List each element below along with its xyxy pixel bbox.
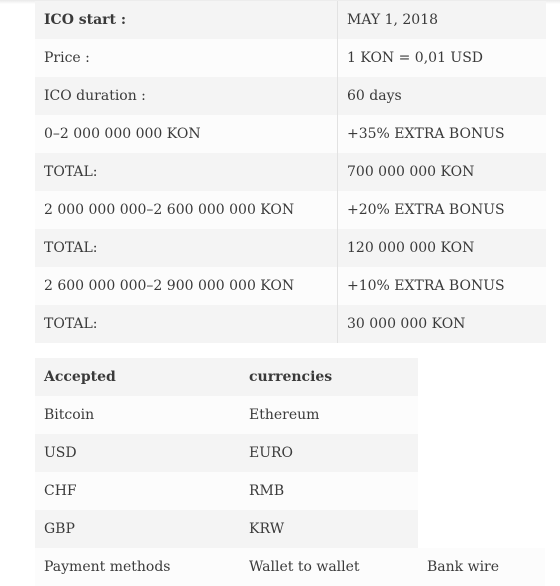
empty-cell [418, 472, 545, 510]
currencies-header: currencies [240, 358, 418, 396]
tier-3-total-label: TOTAL: [35, 305, 338, 343]
tier-2-total-label: TOTAL: [35, 229, 338, 267]
tier-2-bonus: +20% EXTRA BONUS [338, 191, 546, 229]
table-row [35, 267, 546, 305]
currency-cell: GBP [35, 510, 240, 548]
table-row [35, 153, 546, 191]
currency-cell: KRW [240, 510, 418, 548]
price-value: 1 KON = 0,01 USD [338, 39, 546, 77]
table-row [35, 472, 545, 510]
ico-details-table [35, 1, 546, 343]
table-row [35, 115, 546, 153]
currency-cell: RMB [240, 472, 418, 510]
tier-1-total-value: 700 000 000 KON [338, 153, 546, 191]
table-row [35, 396, 545, 434]
payment-method-bank-wire: Bank wire [418, 548, 545, 586]
tier-3-total-value: 30 000 000 KON [338, 305, 546, 343]
table-row [35, 510, 545, 548]
table-row [35, 229, 546, 267]
table-row [35, 434, 545, 472]
currency-cell: USD [35, 434, 240, 472]
tier-1-total-label: TOTAL: [35, 153, 338, 191]
table-row [35, 191, 546, 229]
price-label: Price : [35, 39, 338, 77]
payment-method-wallet: Wallet to wallet [240, 548, 418, 586]
empty-cell [418, 358, 545, 396]
table-row [35, 39, 546, 77]
accepted-header: Accepted [35, 358, 240, 396]
tier-1-bonus: +35% EXTRA BONUS [338, 115, 546, 153]
currencies-table [35, 358, 545, 586]
ico-duration-label: ICO duration : [35, 77, 338, 115]
ico-duration-value: 60 days [338, 77, 546, 115]
tier-2-total-value: 120 000 000 KON [338, 229, 546, 267]
tier-3-bonus: +10% EXTRA BONUS [338, 267, 546, 305]
payment-methods-row [35, 548, 545, 586]
tier-2-range: 2 000 000 000–2 600 000 000 KON [35, 191, 338, 229]
table-row [35, 1, 546, 39]
currency-cell: Ethereum [240, 396, 418, 434]
empty-cell [418, 510, 545, 548]
tier-1-range: 0–2 000 000 000 KON [35, 115, 338, 153]
empty-cell [418, 396, 545, 434]
table-row [35, 77, 546, 115]
currency-cell: Bitcoin [35, 396, 240, 434]
table-header-row [35, 358, 545, 396]
currency-cell: EURO [240, 434, 418, 472]
tier-3-range: 2 600 000 000–2 900 000 000 KON [35, 267, 338, 305]
ico-start-value: MAY 1, 2018 [338, 1, 546, 39]
currency-cell: CHF [35, 472, 240, 510]
payment-methods-label: Payment methods [35, 548, 240, 586]
ico-start-label: ICO start : [35, 1, 338, 39]
table-row [35, 305, 546, 343]
empty-cell [418, 434, 545, 472]
